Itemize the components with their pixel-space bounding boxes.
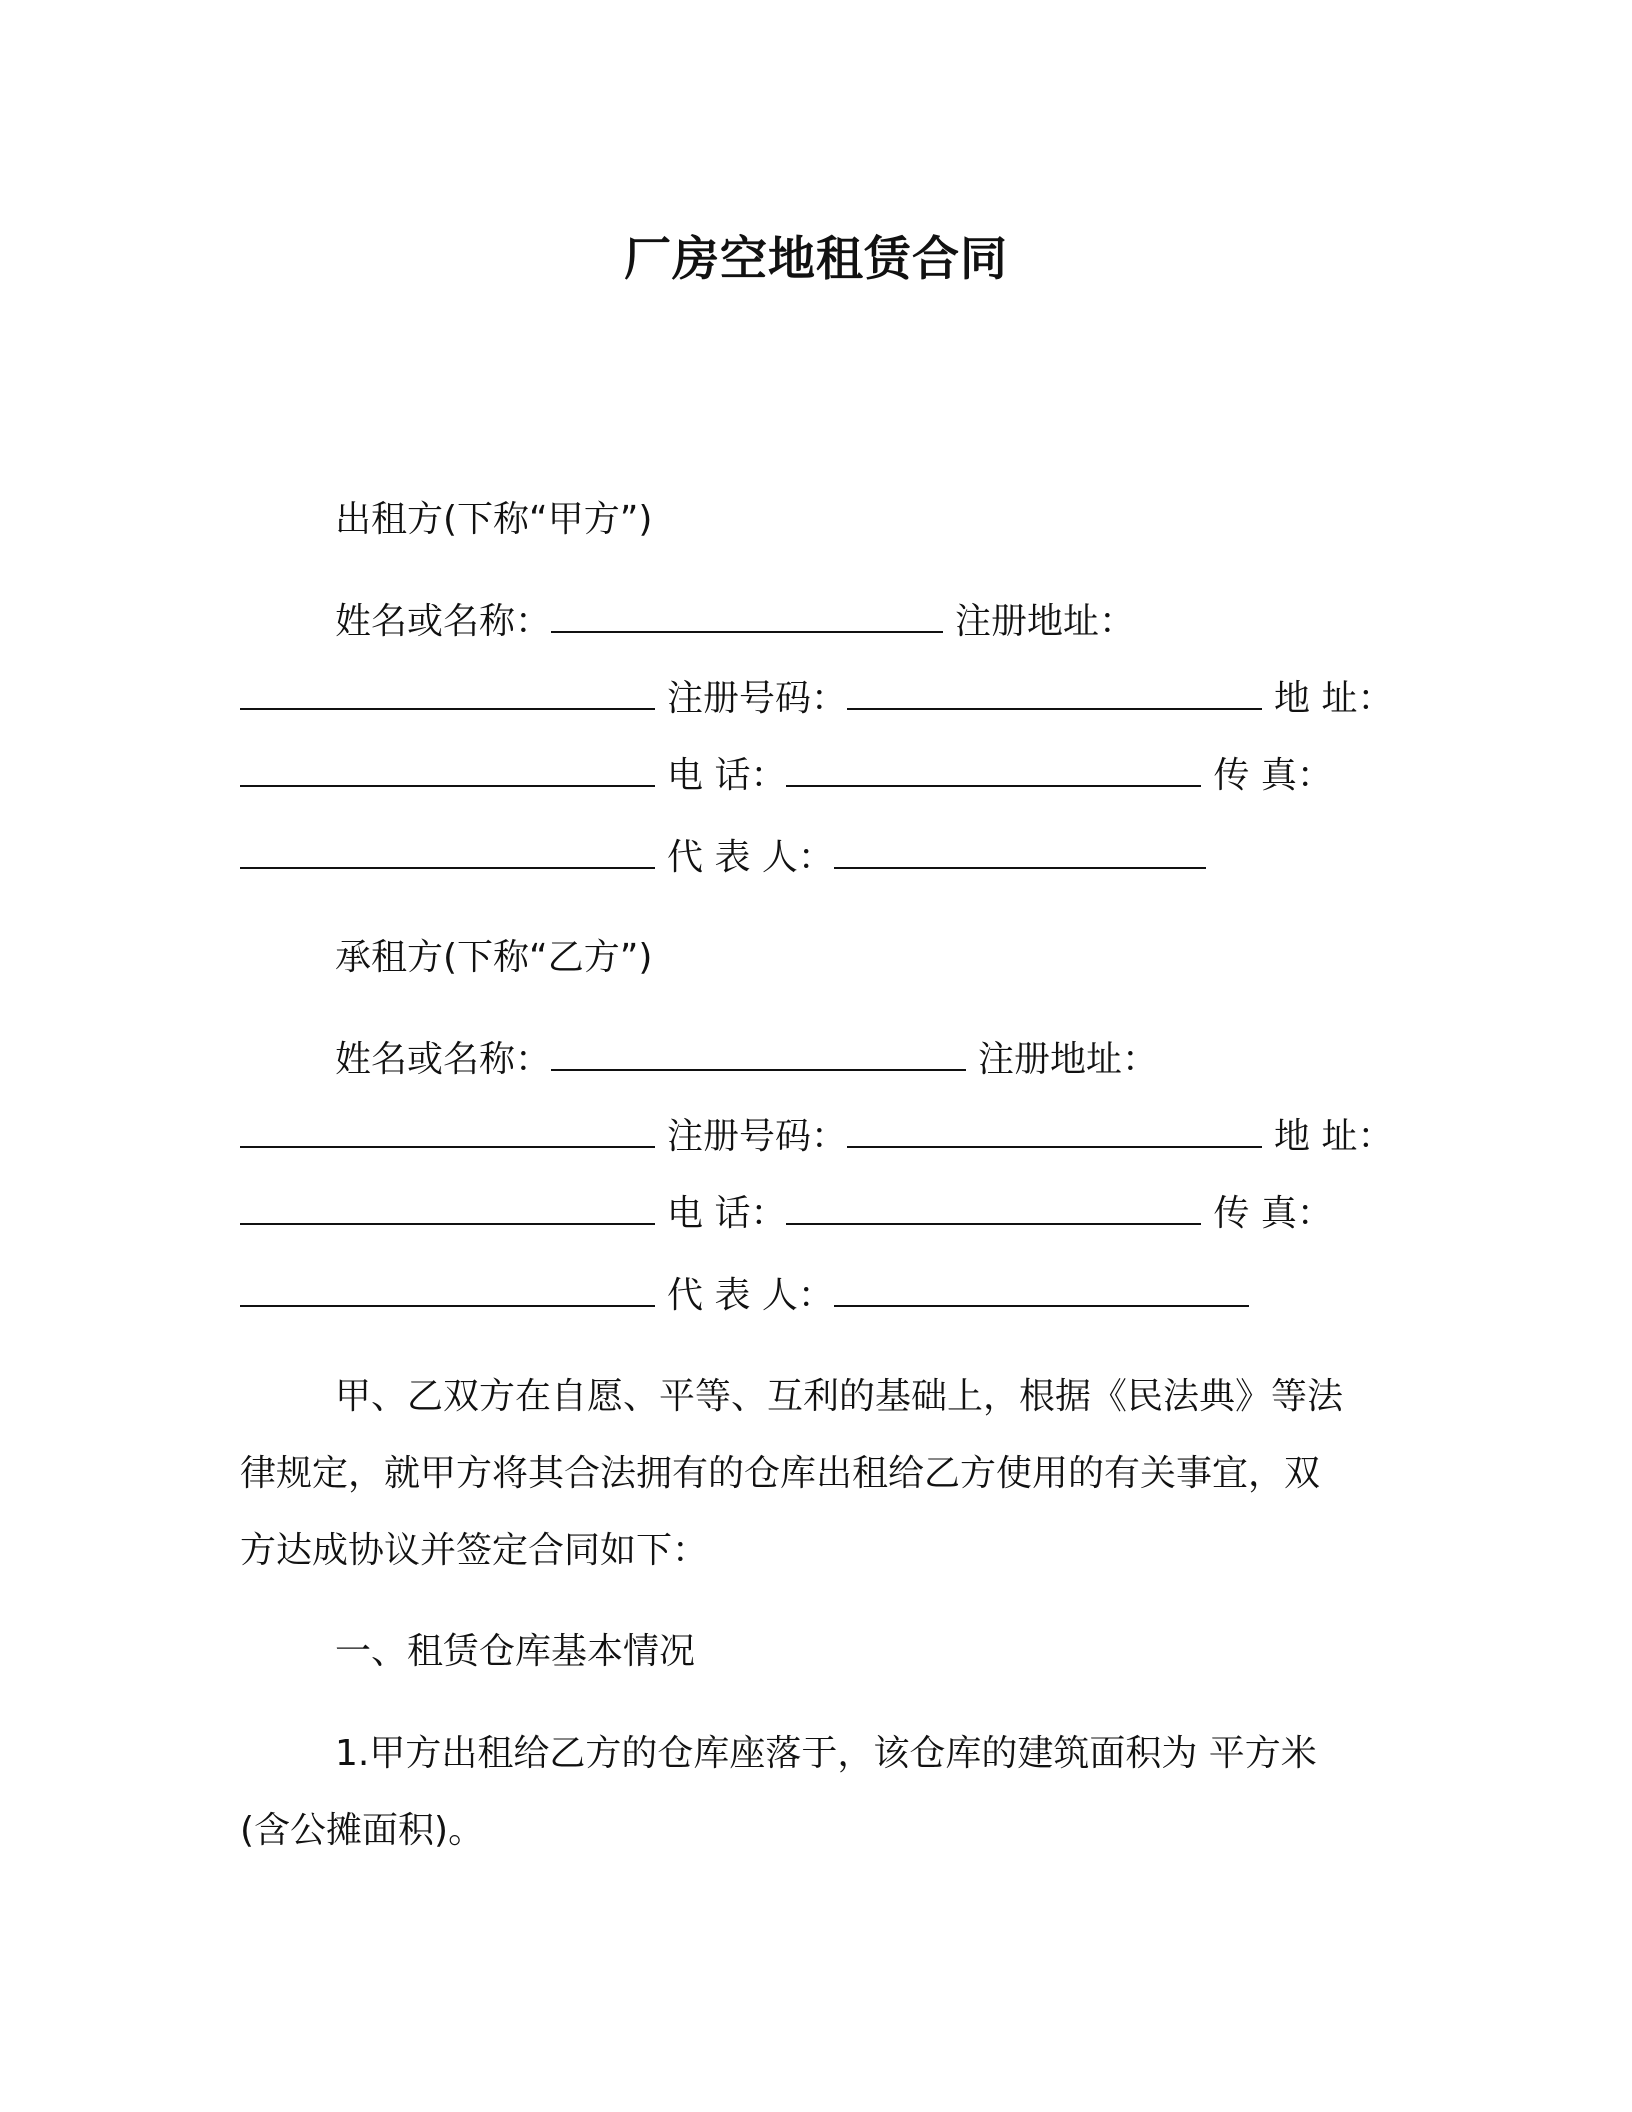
lessor-name-blank xyxy=(551,601,943,633)
lessee-row-1 xyxy=(335,1036,1485,1084)
section-1-clause-1-line-1: 1.甲方出租给乙方的仓库座落于，该仓库的建筑面积为 平方米 xyxy=(335,1733,1317,1774)
lessee-reg-number-blank xyxy=(847,1116,1262,1148)
lessee-row-2 xyxy=(240,1113,1394,1161)
lessor-row-1 xyxy=(335,598,1485,646)
lessor-reg-number-blank xyxy=(847,678,1262,710)
lessee-reg-number-label: 注册号码： xyxy=(667,1116,848,1157)
section-1-clause-1-line-2: (含公摊面积)。 xyxy=(240,1810,485,1851)
lessee-name-label: 姓名或名称： xyxy=(335,1039,552,1080)
lessor-row-4 xyxy=(240,834,1390,882)
lessor-reg-address-blank xyxy=(240,678,655,710)
intro-line-1: 甲、乙双方在自愿、平等、互利的基础上，根据《民法典》等法 xyxy=(335,1376,1344,1417)
lessee-phone-label: 电 话： xyxy=(667,1193,787,1234)
lessor-address-label: 地 址： xyxy=(1274,678,1394,719)
lessor-reg-address-label: 注册地址： xyxy=(955,601,1136,642)
lessee-fax-label: 传 真： xyxy=(1213,1193,1333,1234)
lessee-heading: 承租方(下称“乙方”) xyxy=(335,937,653,978)
lessee-reg-address-blank xyxy=(240,1116,655,1148)
section-1-heading: 一、租赁仓库基本情况 xyxy=(335,1631,696,1672)
lessee-fax-blank xyxy=(240,1275,655,1307)
lessor-fax-blank xyxy=(240,837,655,869)
lessee-row-3 xyxy=(240,1190,1390,1238)
lessee-reg-address-label: 注册地址： xyxy=(978,1039,1159,1080)
lessee-address-blank xyxy=(240,1193,655,1225)
lessor-phone-blank xyxy=(786,755,1201,787)
lessor-address-blank xyxy=(240,755,655,787)
lessor-representative-label: 代 表 人： xyxy=(667,837,834,878)
lessor-phone-label: 电 话： xyxy=(667,755,787,796)
lessee-address-label: 地 址： xyxy=(1274,1116,1394,1157)
lessee-representative-blank xyxy=(834,1275,1249,1307)
lessor-name-label: 姓名或名称： xyxy=(335,601,552,642)
intro-line-3: 方达成协议并签定合同如下： xyxy=(240,1530,709,1571)
document-title: 厂房空地租赁合同 xyxy=(624,232,1008,287)
lessor-representative-blank xyxy=(834,837,1206,869)
intro-line-2: 律规定，就甲方将其合法拥有的仓库出租给乙方使用的有关事宜，双 xyxy=(240,1453,1321,1494)
lessee-phone-blank xyxy=(786,1193,1201,1225)
lessee-row-4 xyxy=(240,1272,1390,1320)
lessor-row-2 xyxy=(240,675,1394,723)
lessor-reg-number-label: 注册号码： xyxy=(667,678,848,719)
lessor-fax-label: 传 真： xyxy=(1213,755,1333,796)
lessor-row-3 xyxy=(240,752,1390,800)
lessee-name-blank xyxy=(551,1039,966,1071)
lessor-heading: 出租方(下称“甲方”) xyxy=(335,499,653,540)
lessee-representative-label: 代 表 人： xyxy=(667,1275,834,1316)
